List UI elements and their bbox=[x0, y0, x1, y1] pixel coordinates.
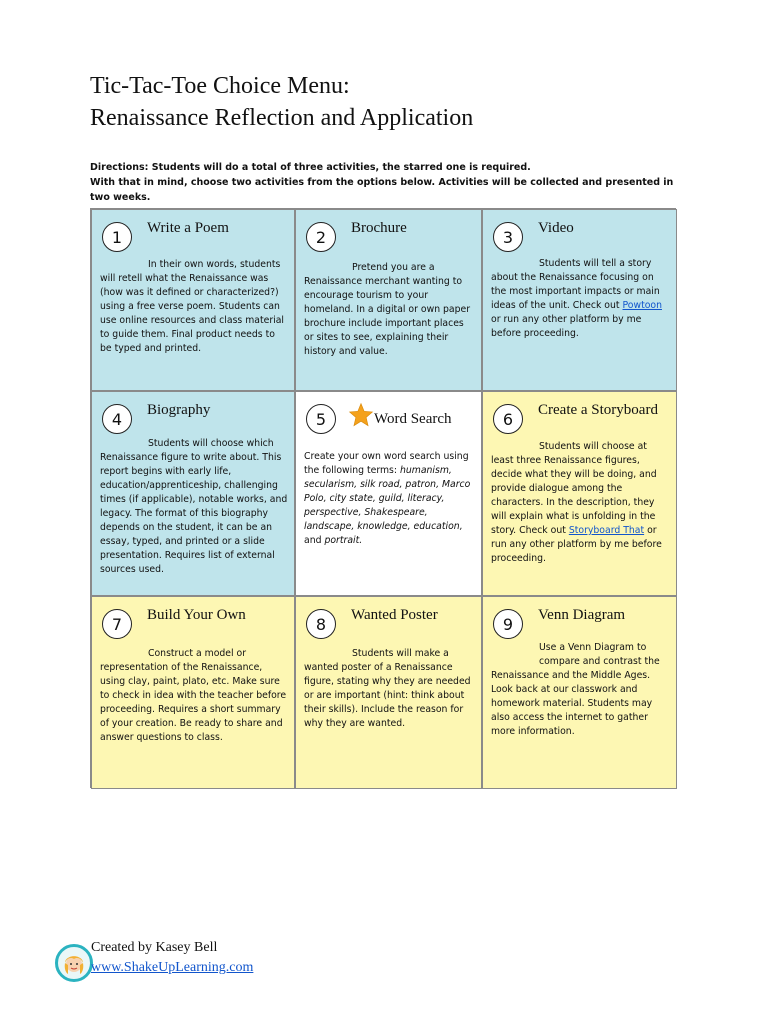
number-badge: 6 bbox=[493, 404, 523, 434]
cell-text bbox=[491, 655, 670, 739]
cell-description bbox=[100, 258, 288, 356]
cell-word-search bbox=[295, 391, 482, 596]
cell-and: and bbox=[304, 535, 322, 546]
cell-text: Students will choose at least three Renaissance figures, decide what they will be doing, and provide dialogue among the characters. In the description, they will explain what is unfolding in the story. Check out bbox=[491, 441, 657, 536]
cell-text: Students will make a wanted poster of a Renaissance figure, stating why they are needed or are important (hint: think about their skills). Include the reason for why they are wanted. bbox=[304, 648, 471, 729]
cell-title: Write a Poem bbox=[147, 220, 229, 236]
avatar-illustration-icon bbox=[58, 947, 90, 979]
directions-line-2: With that in mind, choose two activities from the options below. Activities will be collected and presented in two weeks. bbox=[90, 177, 674, 203]
cell-description bbox=[304, 647, 475, 731]
shakeuplearning-link[interactable]: www.ShakeUpLearning.com bbox=[91, 960, 254, 975]
cell-description bbox=[100, 647, 288, 745]
cell-title: Video bbox=[538, 220, 574, 236]
page-title bbox=[90, 70, 710, 134]
number-badge: 2 bbox=[306, 222, 336, 252]
number-badge: 8 bbox=[306, 609, 336, 639]
cell-wanted-poster bbox=[295, 596, 482, 789]
number-badge: 3 bbox=[493, 222, 523, 252]
cell-title: Wanted Poster bbox=[351, 607, 438, 623]
number-badge: 9 bbox=[493, 609, 523, 639]
number-badge: 5 bbox=[306, 404, 336, 434]
cell-title: Venn Diagram bbox=[538, 607, 626, 623]
cell-biography bbox=[91, 391, 295, 596]
cell-text-tail: or run any other platform by me before proceeding. bbox=[491, 314, 642, 339]
cell-text: Students will tell a story about the Renaissance focusing on the most important impacts or main ideas of the unit. Check out bbox=[491, 258, 660, 311]
cell-video bbox=[482, 209, 677, 391]
cell-brochure bbox=[295, 209, 482, 391]
number-badge: 7 bbox=[102, 609, 132, 639]
powtoon-link[interactable]: Powtoon bbox=[622, 300, 662, 311]
number-badge: 1 bbox=[102, 222, 132, 252]
cell-create-a-storyboard bbox=[482, 391, 677, 596]
cell-title: Create a Storyboard bbox=[538, 402, 658, 418]
cell-description bbox=[491, 641, 670, 739]
cell-description bbox=[304, 261, 475, 359]
title-line-1: Tic-Tac-Toe Choice Menu: bbox=[90, 73, 350, 99]
cell-terms: humanism, secularism, silk road, patron, Marco Polo, city state, guild, literacy, perspective, Shakespeare, landscape, knowledge, education, bbox=[304, 465, 471, 532]
title-line-2: Renaissance Reflection and Application bbox=[90, 105, 474, 131]
cell-text-tail: or run any other platform by me before proceeding. bbox=[491, 525, 662, 564]
cell-write-a-poem bbox=[91, 209, 295, 391]
footer-credit bbox=[55, 940, 355, 986]
cell-description bbox=[304, 450, 475, 548]
cell-description bbox=[100, 437, 288, 577]
cell-title: Build Your Own bbox=[147, 607, 246, 623]
storyboard-that-link[interactable]: Storyboard That bbox=[568, 525, 645, 536]
cell-text: Pretend you are a Renaissance merchant wanting to encourage tourism to your homeland. In a digital or own paper brochure include important places or sites to see, explaining their history and value. bbox=[304, 262, 471, 357]
cell-text: Students will choose which Renaissance figure to write about. This report begins with early life, education/apprenticeship, challenging times (if applicable), notable works, and legacy. The format of this biography depends on the student, it can be an essay, typed, and printed or a slide presentation. Requires list of external sources used. bbox=[100, 438, 288, 575]
directions-line-1: Directions: Students will do a total of three activities, the starred one is required. bbox=[90, 162, 531, 173]
number-badge: 4 bbox=[102, 404, 132, 434]
avatar bbox=[55, 944, 93, 982]
star-icon bbox=[348, 402, 374, 428]
cell-text-body: compare and contrast the Renaissance and the Middle Ages. Look back at our classwork and homework material. Students may also access the internet to gather more information. bbox=[491, 656, 660, 737]
directions bbox=[90, 160, 676, 205]
cell-last-term: portrait. bbox=[324, 535, 363, 546]
cell-description bbox=[491, 440, 670, 566]
cell-text: Construct a model or representation of the Renaissance, using clay, paint, plato, etc. Make sure to check in idea with the teacher before proceeding. Requires a short summary of your creation. Be ready to share and answer questions to class. bbox=[100, 648, 287, 743]
choice-grid bbox=[90, 208, 676, 788]
cell-title: Brochure bbox=[351, 220, 407, 236]
cell-build-your-own bbox=[91, 596, 295, 789]
cell-text: In their own words, students will retell what the Renaissance was (how was it defined or characterized?) using a free verse poem. Students can use online resources and class material to guide them. Final product needs to be typed and printed. bbox=[100, 259, 285, 354]
cell-venn-diagram bbox=[482, 596, 677, 789]
cell-title: Biography bbox=[147, 402, 211, 418]
created-by: Created by Kasey Bell bbox=[91, 940, 218, 955]
cell-text-lead: Use a Venn Diagram to bbox=[539, 642, 647, 653]
cell-title: Word Search bbox=[374, 411, 452, 427]
cell-text: Create your own word search using the following terms: bbox=[304, 451, 469, 476]
cell-description bbox=[491, 257, 670, 341]
